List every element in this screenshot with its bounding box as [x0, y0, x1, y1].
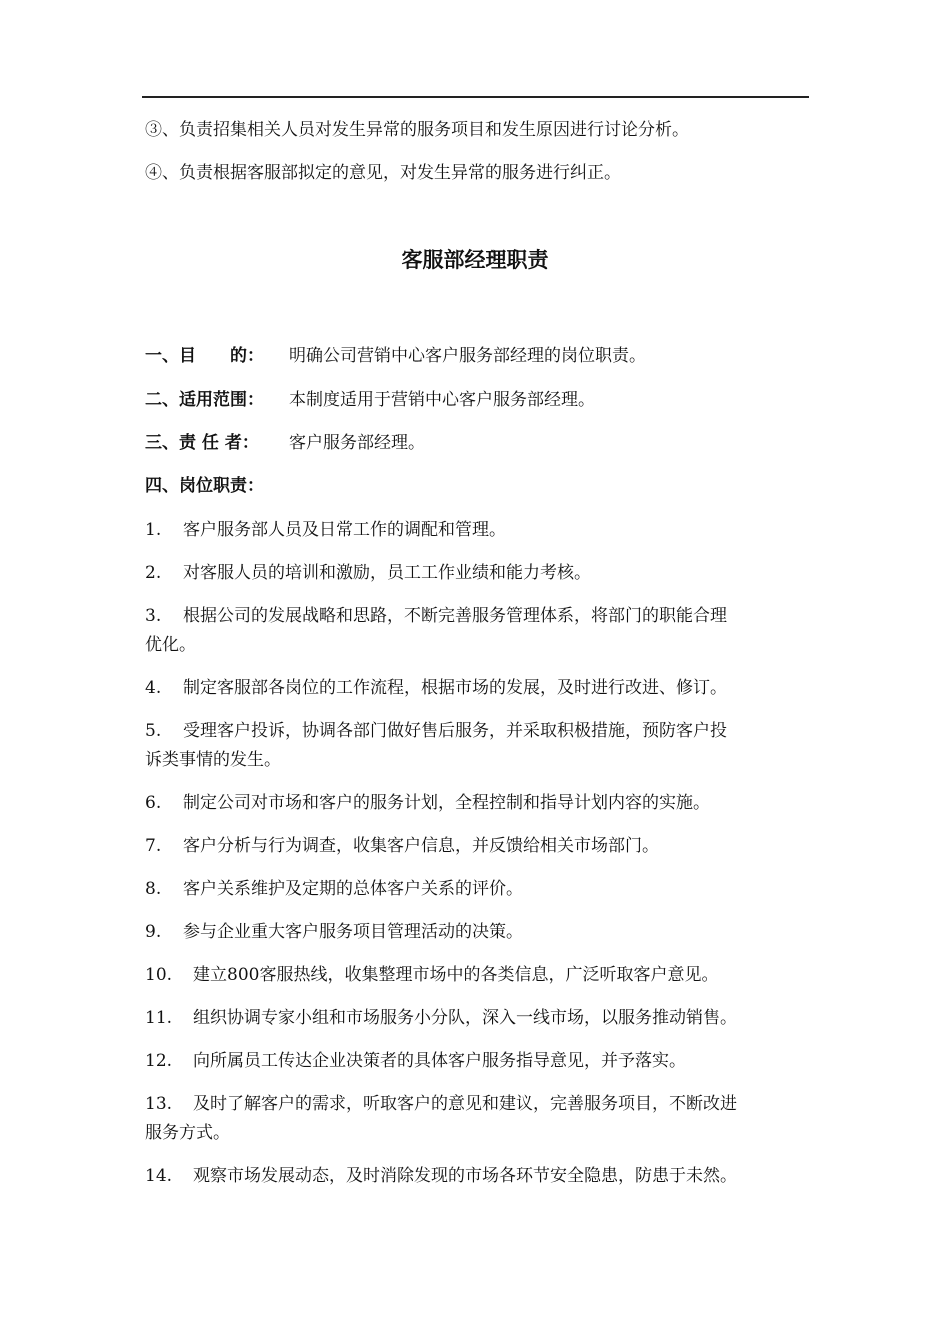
section-text: 客户服务部经理。	[289, 433, 425, 453]
item-text: 根据公司的发展战略和思路，不断完善服务管理体系，将部门的职能合理	[183, 606, 727, 626]
section-duties	[145, 472, 809, 500]
section-text: 明确公司营销中心客户服务部经理的岗位职责。	[289, 346, 646, 366]
item-number: 4.	[145, 678, 162, 698]
section-text: 本制度适用于营销中心客户服务部经理。	[289, 390, 595, 410]
list-item	[145, 516, 809, 544]
page-title: 客服部经理职责	[401, 247, 549, 272]
item-number: 12.	[145, 1051, 173, 1071]
item-number: 11.	[145, 1008, 173, 1028]
item-number: 13.	[145, 1094, 173, 1114]
item-text: 客户分析与行为调查，收集客户信息，并反馈给相关市场部门。	[183, 836, 659, 856]
section-scope	[145, 386, 809, 414]
list-item	[145, 674, 809, 702]
item-text: 制定客服部各岗位的工作流程，根据市场的发展，及时进行改进、修订。	[183, 678, 727, 698]
section-label: 二、适用范围：	[145, 390, 264, 410]
section-label: 一、目 的：	[145, 346, 264, 366]
list-item	[145, 789, 809, 817]
item-number: 8.	[145, 879, 162, 899]
item-text: 对客服人员的培训和激励，员工工作业绩和能力考核。	[183, 563, 591, 583]
item-text: 客户关系维护及定期的总体客户关系的评价。	[183, 879, 523, 899]
item-text: 客户服务部人员及日常工作的调配和管理。	[183, 520, 506, 540]
item-number: 3.	[145, 606, 162, 626]
list-item	[145, 602, 809, 630]
item-number: 5.	[145, 721, 162, 741]
list-item	[145, 1090, 809, 1118]
item-text: 参与企业重大客户服务项目管理活动的决策。	[183, 922, 523, 942]
item-text: 建立800客服热线，收集整理市场中的各类信息，广泛听取客户意见。	[193, 965, 719, 985]
list-item	[145, 918, 809, 946]
list-item	[145, 875, 809, 903]
section-owner	[145, 429, 809, 457]
section-label: 三、责 任 者：	[145, 433, 259, 453]
item-text: 制定公司对市场和客户的服务计划，全程控制和指导计划内容的实施。	[183, 793, 710, 813]
header-rule	[142, 96, 809, 98]
item-number: 1.	[145, 520, 162, 540]
item-number: 14.	[145, 1166, 173, 1186]
list-item-continuation: 优化。	[145, 635, 196, 655]
section-purpose	[145, 342, 809, 370]
list-item: ③、负责招集相关人员对发生异常的服务项目和发生原因进行讨论分析。	[145, 120, 689, 140]
item-text: 受理客户投诉，协调各部门做好售后服务，并采取积极措施，预防客户投	[183, 721, 727, 741]
list-item	[145, 832, 809, 860]
list-item	[145, 717, 809, 745]
item-text: 及时了解客户的需求，听取客户的意见和建议，完善服务项目，不断改进	[193, 1094, 737, 1114]
list-item	[145, 961, 809, 989]
item-text: 观察市场发展动态，及时消除发现的市场各环节安全隐患，防患于未然。	[193, 1166, 737, 1186]
item-number: 2.	[145, 563, 162, 583]
section-label: 四、岗位职责：	[145, 476, 264, 496]
list-item	[145, 1047, 809, 1075]
item-text: 向所属员工传达企业决策者的具体客户服务指导意见，并予落实。	[193, 1051, 686, 1071]
item-number: 9.	[145, 922, 162, 942]
list-item-continuation: 诉类事情的发生。	[145, 750, 281, 770]
item-number: 7.	[145, 836, 162, 856]
list-item	[145, 1162, 809, 1190]
list-item-continuation: 服务方式。	[145, 1123, 230, 1143]
item-number: 6.	[145, 793, 162, 813]
list-item: ④、负责根据客服部拟定的意见，对发生异常的服务进行纠正。	[145, 163, 621, 183]
list-item	[145, 559, 809, 587]
item-number: 10.	[145, 965, 173, 985]
item-text: 组织协调专家小组和市场服务小分队，深入一线市场，以服务推动销售。	[193, 1008, 737, 1028]
list-item	[145, 1004, 809, 1032]
